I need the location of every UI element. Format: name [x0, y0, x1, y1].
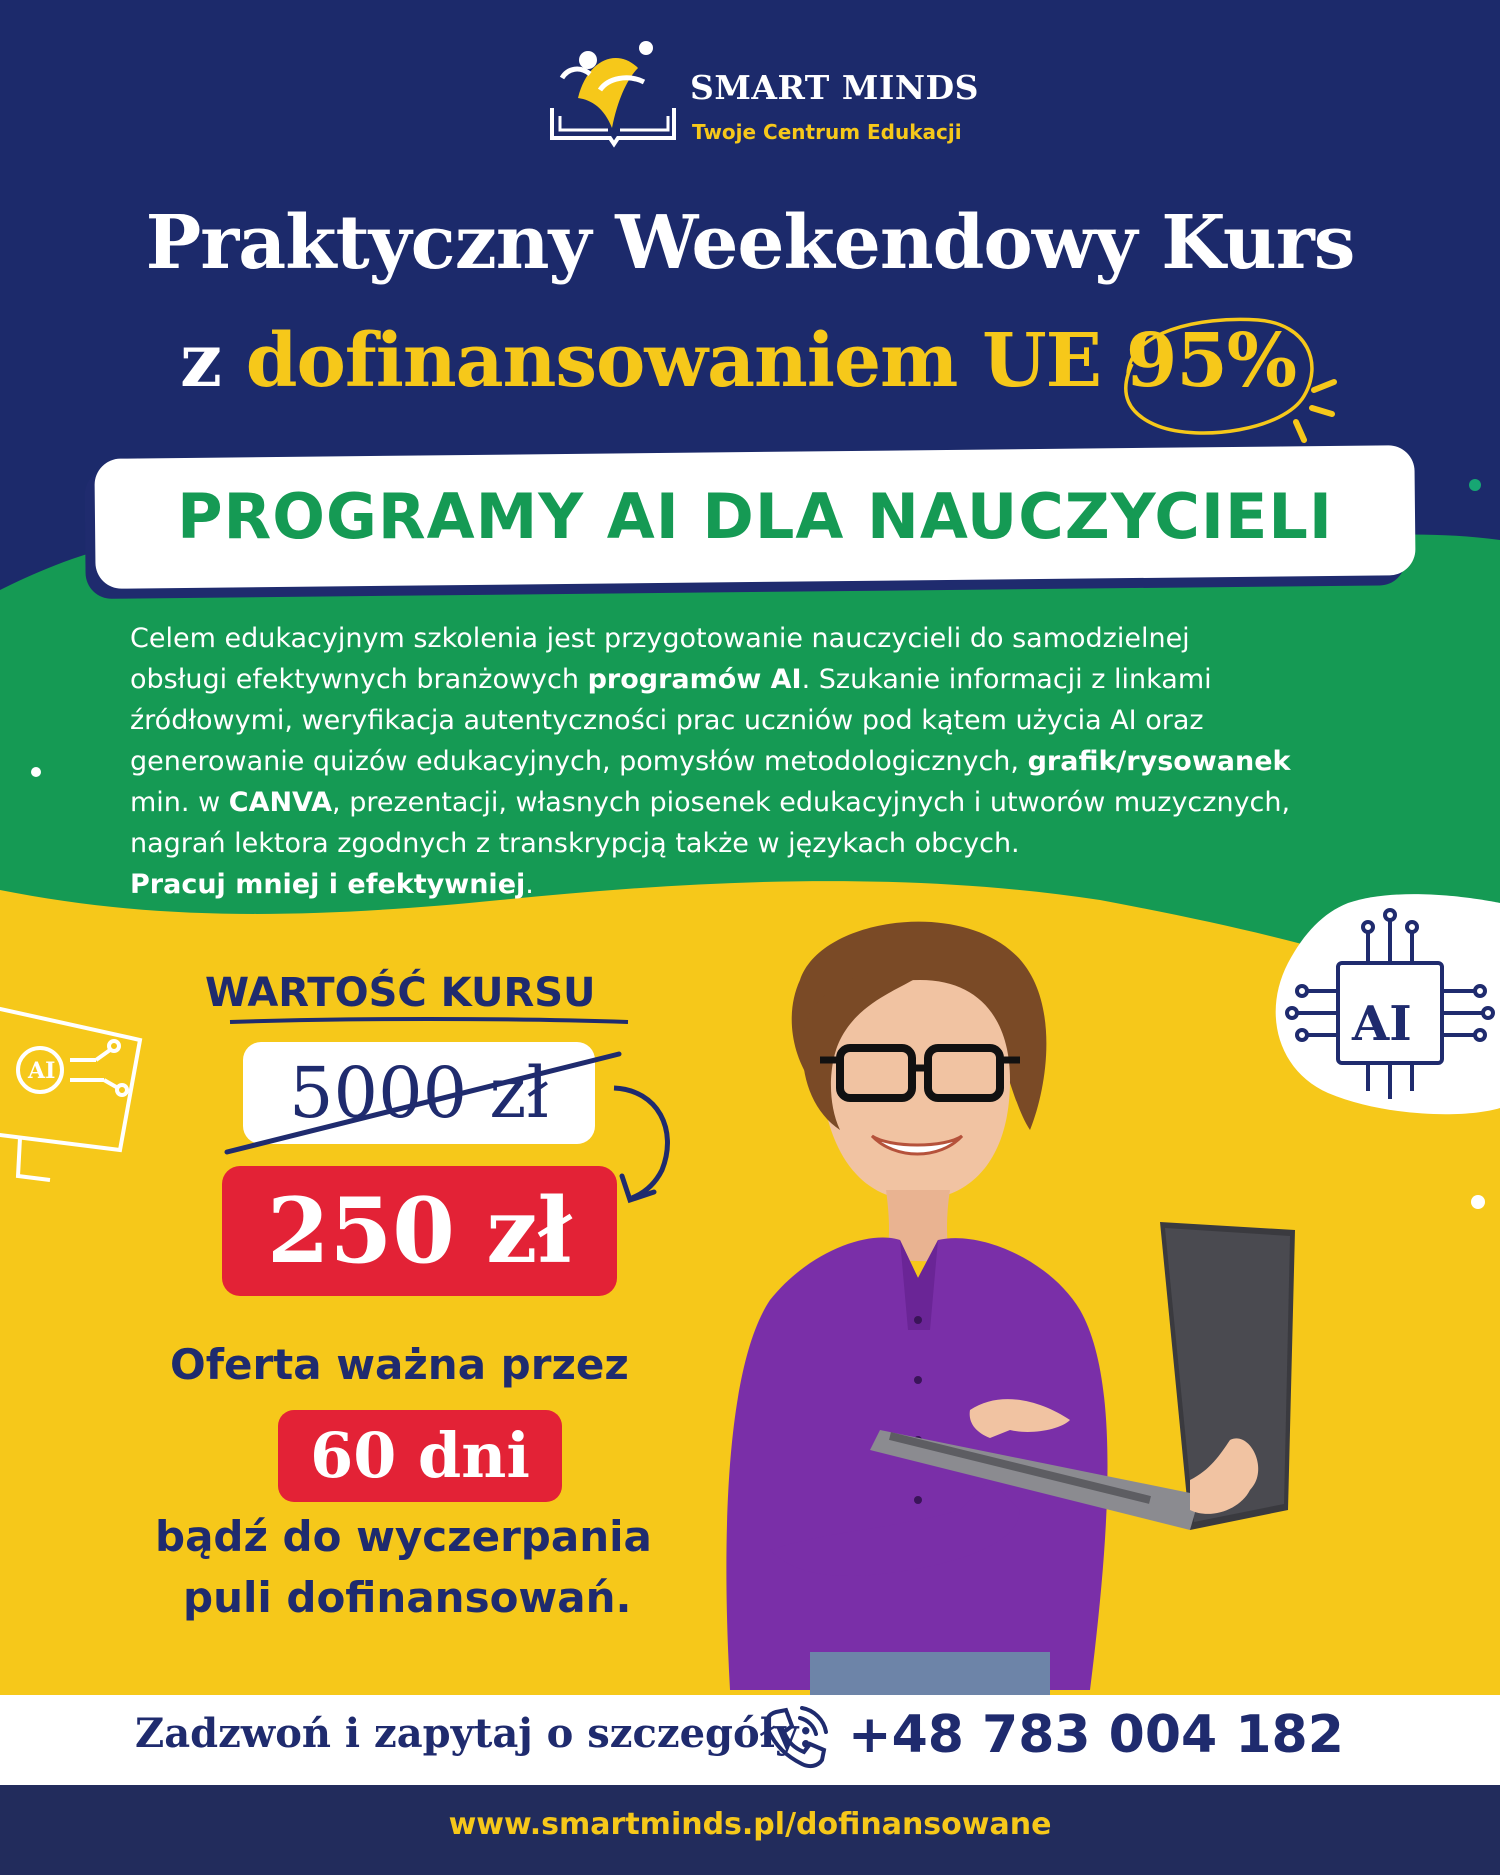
description-line: min. w CANVA, prezentacji, własnych piosenek edukacyjnych i utworów muzycznych,: [130, 787, 1291, 818]
offer-days: 60 dni: [310, 1419, 530, 1492]
phone-number-link[interactable]: +48 783 004 182: [848, 1705, 1344, 1765]
new-price: 250 zł: [267, 1178, 572, 1284]
old-price-strikethrough: [223, 1048, 623, 1158]
program-title: PROGRAMY AI DLA NAUCZYCIELI: [177, 480, 1333, 553]
ai-monitor-icon: [0, 980, 160, 1190]
description-line: źródłowymi, weryfikacja autentyczności prac uczniów pod kątem użycia AI oraz: [130, 705, 1204, 736]
course-description: [130, 618, 1410, 905]
description-line: obsługi efektywnych branżowych programów AI. Szukanie informacji z linkami: [130, 664, 1212, 695]
book-figure-logo-icon: [548, 38, 678, 148]
offer-condition-line-1: bądź do wyczerpania: [155, 1512, 652, 1561]
call-label: Zadzwoń i zapytaj o szczegóły:: [135, 1710, 814, 1757]
percent-circle-highlight: [1108, 304, 1338, 454]
headline-percent: 95%: [1125, 318, 1297, 404]
offer-condition-line-2: puli dofinansowań.: [183, 1573, 632, 1622]
description-line: Pracuj mniej i efektywniej.: [130, 869, 534, 900]
website-link[interactable]: www.smartminds.pl/dofinansowane: [448, 1807, 1052, 1842]
headline-line-1: Praktyczny Weekendowy Kurs: [145, 200, 1355, 286]
old-price: 5000 zł: [289, 1052, 549, 1134]
svg-text:AI: AI: [28, 1058, 56, 1084]
headline-accent: dofinansowaniem UE: [245, 318, 1102, 404]
value-label-underline: [228, 1016, 630, 1026]
headline-prefix: z: [180, 318, 222, 404]
ai-chip-label: AI: [1352, 996, 1412, 1052]
woman-with-laptop-photo: [690, 910, 1310, 1695]
course-value-label: WARTOŚĆ KURSU: [205, 970, 596, 1016]
description-line: Celem edukacyjnym szkolenia jest przygotowanie nauczycieli do samodzielnej: [130, 623, 1190, 654]
description-line: nagrań lektora zgodnych z transkrypcją także w językach obcych.: [130, 828, 1020, 859]
description-line: generowanie quizów edukacyjnych, pomysłów metodologicznych, grafik/rysowanek: [130, 746, 1291, 777]
offer-valid-label: Oferta ważna przez: [170, 1340, 629, 1389]
brand-name: SMART MINDS: [690, 68, 979, 107]
price-arrow-icon: [608, 1080, 680, 1210]
brand-tagline: Twoje Centrum Edukacji: [692, 120, 962, 144]
phone-icon: [760, 1702, 830, 1772]
